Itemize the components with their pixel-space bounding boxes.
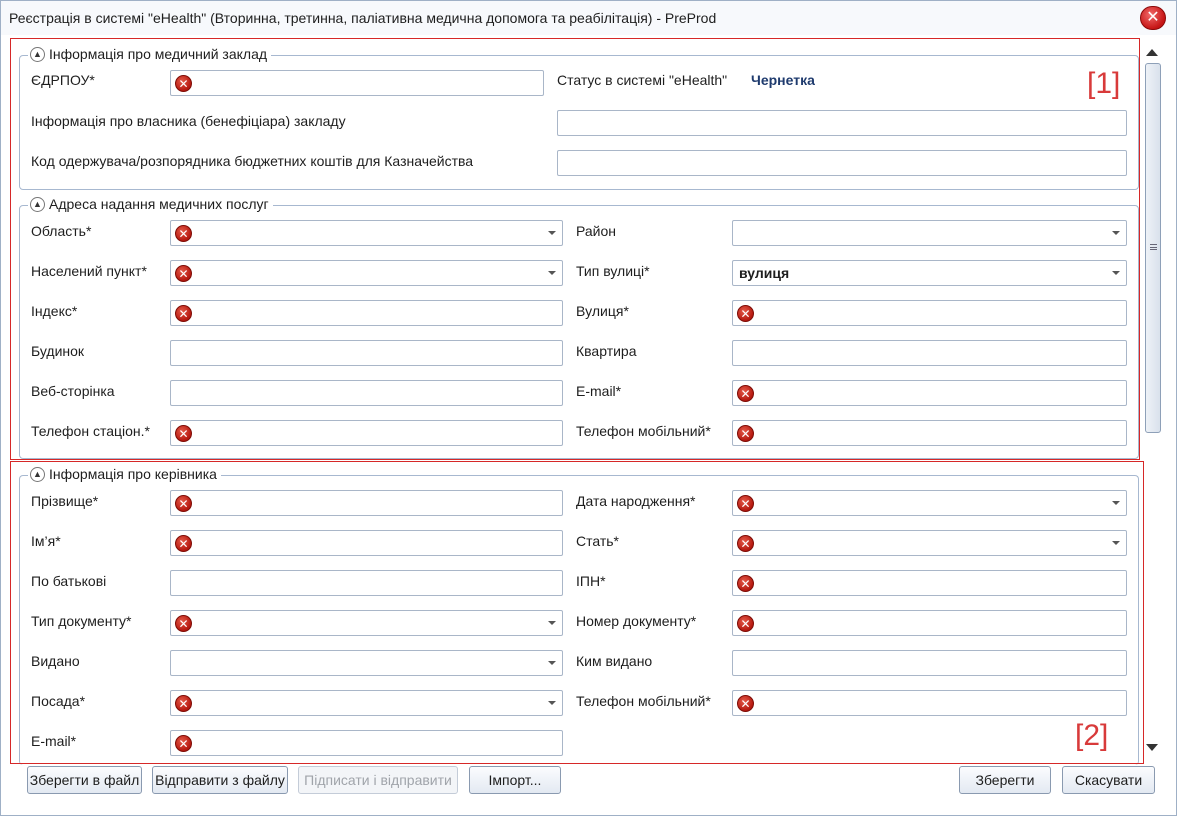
window-title: Реєстрація в системі "eHealth" (Вторинна, третинна, паліативна медична допомога та реабілітація) - PreProd: [9, 10, 717, 26]
edrpou-label: ЄДРПОУ*: [31, 72, 95, 88]
region-label: Область*: [31, 223, 92, 239]
patronymic-label: По батькові: [31, 573, 107, 589]
tax-id-label: ІПН*: [576, 573, 606, 589]
street-type-value: вулиця: [739, 265, 790, 281]
building-label: Будинок: [31, 343, 85, 359]
district-label: Район: [576, 223, 616, 239]
highlight-box-2: [10, 461, 1144, 764]
send-from-file-button[interactable]: Відправити з файлу: [152, 766, 288, 794]
position-label: Посада*: [31, 693, 86, 709]
grip-icon: [1150, 244, 1157, 250]
scroll-up-icon[interactable]: [1146, 49, 1158, 56]
import-button[interactable]: Імпорт...: [469, 766, 561, 794]
street-type-label: Тип вулиці*: [576, 263, 650, 279]
address-title: Адреса надання медичних послуг: [49, 196, 269, 212]
issued-by-label: Ким видано: [576, 653, 653, 669]
error-icon: ✕: [175, 695, 192, 712]
collapse-icon[interactable]: ▲: [30, 47, 45, 62]
highlight-box-1: [10, 38, 1140, 460]
error-icon: ✕: [737, 575, 754, 592]
institution-info-title: Інформація про медичний заклад: [49, 46, 268, 62]
error-icon: ✕: [175, 495, 192, 512]
head-info-title: Інформація про керівника: [49, 466, 217, 482]
marker-1: [1]: [1087, 67, 1121, 100]
error-icon: ✕: [737, 695, 754, 712]
error-icon: ✕: [737, 425, 754, 442]
title-bar: [1, 1, 1176, 35]
error-icon: ✕: [175, 735, 192, 752]
error-icon: ✕: [175, 305, 192, 322]
issued-label: Видано: [31, 653, 80, 669]
error-icon: ✕: [737, 535, 754, 552]
collapse-icon[interactable]: ▲: [30, 197, 45, 212]
vertical-scrollbar[interactable]: [1142, 41, 1164, 757]
apartment-label: Квартира: [576, 343, 637, 359]
landline-phone-label: Телефон стаціон.*: [31, 423, 150, 439]
error-icon: ✕: [175, 265, 192, 282]
close-icon[interactable]: [1140, 6, 1166, 30]
surname-label: Прізвище*: [31, 493, 99, 509]
doc-number-label: Номер документу*: [576, 613, 697, 629]
sign-and-send-button[interactable]: Підписати і відправити: [298, 766, 458, 794]
error-icon: ✕: [175, 225, 192, 242]
save-to-file-button[interactable]: Зберегти в файл: [27, 766, 142, 794]
doc-type-label: Тип документу*: [31, 613, 132, 629]
error-icon: ✕: [175, 425, 192, 442]
head-email-label: E-mail*: [31, 733, 77, 749]
error-icon: ✕: [737, 615, 754, 632]
status-label: Статус в системі "eHealth": [557, 72, 728, 88]
error-icon: ✕: [737, 495, 754, 512]
error-icon: ✕: [175, 615, 192, 632]
error-icon: ✕: [175, 75, 192, 92]
close-glyph: ✕: [1146, 9, 1160, 26]
error-icon: ✕: [737, 385, 754, 402]
status-value: Чернетка: [751, 72, 815, 88]
head-mobile-label: Телефон мобільний*: [576, 693, 711, 709]
marker-2: [2]: [1075, 719, 1109, 752]
name-label: Ім’я*: [31, 533, 61, 549]
treasury-code-label: Код одержувача/розпорядника бюджетних коштів для Казначейства: [31, 153, 474, 169]
error-icon: ✕: [737, 305, 754, 322]
street-label: Вулиця*: [576, 303, 629, 319]
sex-label: Стать*: [576, 533, 619, 549]
index-label: Індекс*: [31, 303, 78, 319]
scrollbar-thumb[interactable]: [1145, 63, 1161, 433]
collapse-icon[interactable]: ▲: [30, 467, 45, 482]
locality-label: Населений пункт*: [31, 263, 147, 279]
website-label: Веб-сторінка: [31, 383, 115, 399]
cancel-button[interactable]: Скасувати: [1062, 766, 1155, 794]
save-button[interactable]: Зберегти: [959, 766, 1051, 794]
error-icon: ✕: [175, 535, 192, 552]
owner-label: Інформація про власника (бенефіціара) закладу: [31, 113, 346, 129]
address-email-label: E-mail*: [576, 383, 622, 399]
address-mobile-label: Телефон мобільний*: [576, 423, 711, 439]
scroll-down-icon[interactable]: [1146, 744, 1158, 751]
birthdate-label: Дата народження*: [576, 493, 696, 509]
